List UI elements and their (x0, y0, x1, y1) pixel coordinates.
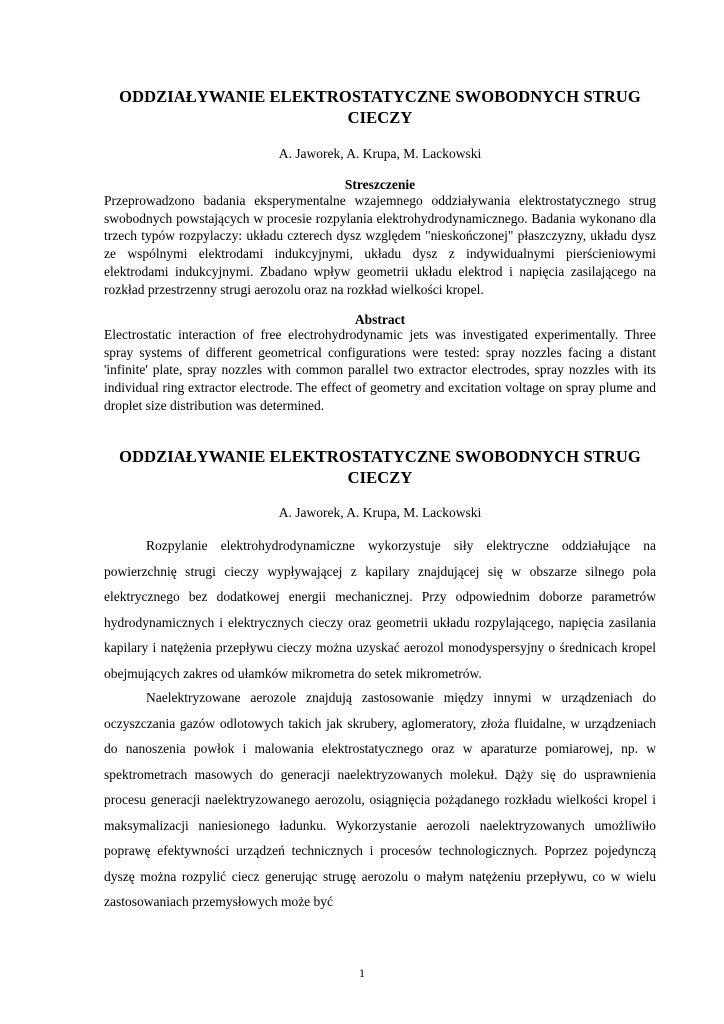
summary-en-heading: Abstract (354, 312, 406, 327)
page-number: 1 (359, 966, 365, 980)
body-paragraph: Naelektryzowane aerozole znajdują zastosowanie między innymi w urządzeniach do oczyszczania gazów odlotowych takich jak skrubery, aglomeratory, złoża fluidalne, w urządzeniach do nanoszenia powłok i malowania elektrostatycznego oraz w aparaturze pomiarowej, np. w spektrometrach masowych do generacji naelektryzowanych molekuł. Dąży się do usprawnienia procesu generacji naelektryzowanego aerozolu, osiągnięcia pożądanego rozkładu wielkości kropel i maksymalizacji naniesionego ładunku. Wykorzystanie aerozoli naelektryzowanych umożliwiło poprawę efektywności urządzeń technicznych i procesów technologicznych. Poprzez pojedynczą dyszę można rozpylić ciecz generując strugę aerozolu o małym natężeniu przepływu, co w wielu zastosowaniach przemysłowych może być (104, 690, 656, 909)
paper-title: ODDZIAŁYWANIE ELEKTROSTATYCZNE SWOBODNYCH STRUG CIECZY (119, 87, 641, 127)
summary-en-text: Electrostatic interaction of free electrohydrodynamic jets was investigated experimentally. Three spray systems of different geometrical configurations were tested: spray nozzles facing a distant 'infinite' plate, spray nozzles with common parallel two extractor electrodes, spray nozzles with its individual ring extractor electrode. The effect of geometry and excitation voltage on spray plume and droplet size distribution was determined. (104, 327, 656, 413)
body-paragraph: Rozpylanie elektrohydrodynamiczne wykorzystuje siły elektryczne oddziałujące na powierzchnię strugi cieczy wypływającej z kapilary znajdującej się w obszarze silnego pola elektrycznego bez dodatkowej energii mechanicznej. Przy odpowiednim doborze parametrów hydrodynamicznych i elektrycznych cieczy oraz geometrii układu rozpylającego, napięcia zasilania kapilary i natężenia przepływu cieczy można uzyskać aerozol monodyspersyjny o średnicach kropel obejmujących zakres od ułamków mikrometra do setek mikrometrów. (104, 538, 656, 681)
summary-pl-heading: Streszczenie (344, 177, 416, 192)
authors: A. Jaworek, A. Krupa, M. Lackowski (278, 146, 482, 161)
main-title: ODDZIAŁYWANIE ELEKTROSTATYCZNE SWOBODNYCH STRUG CIECZY (119, 447, 641, 487)
summary-pl-text: Przeprowadzono badania eksperymentalne wzajemnego oddziaływania elektrostatycznego strug swobodnych powstających w procesie rozpylania elektrohydrodynamicznego. Badania wykonano dla trzech typów rozpylaczy: układu czterech dysz względem "nieskończonej" płaszczyzny, układu dysz ze wspólnymi elektrodami indukcyjnymi, układu dysz z indywidualnymi pierścieniowymi elektrodami indukcyjnymi. Zbadano wpływ geometrii układu elektrod i napięcia zasilającego na rozkład przestrzenny strugi aerozolu oraz na rozkład wielkości kropel. (104, 193, 656, 297)
main-authors: A. Jaworek, A. Krupa, M. Lackowski (278, 505, 482, 520)
